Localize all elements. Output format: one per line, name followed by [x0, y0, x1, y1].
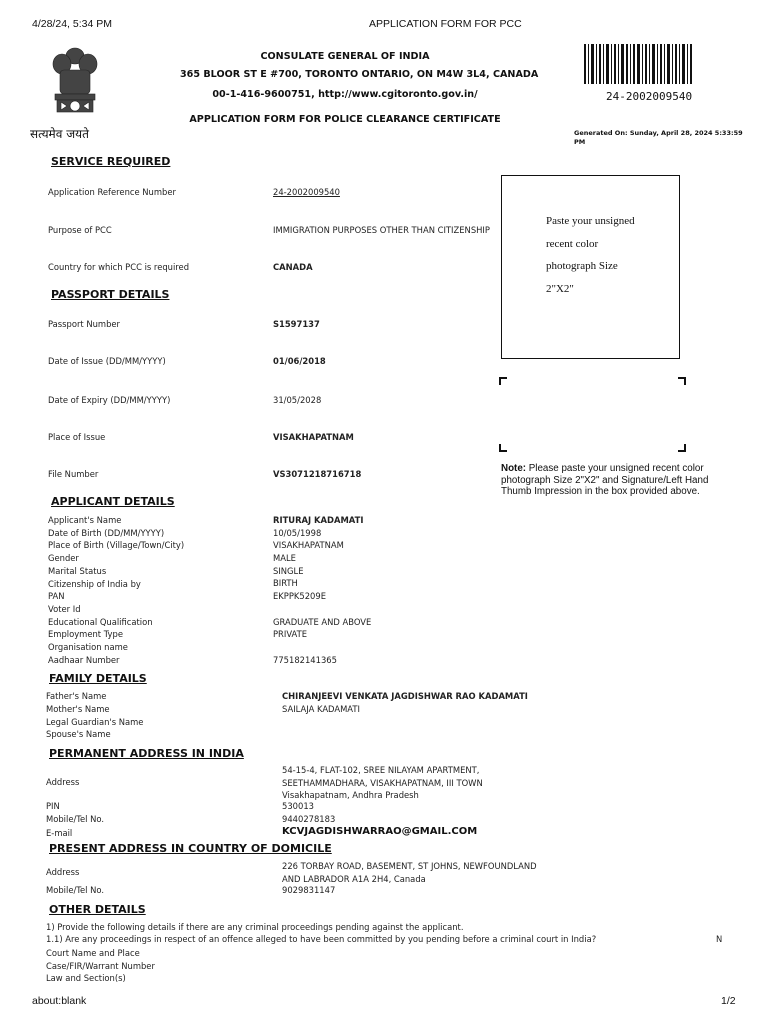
value-pob: VISAKHAPATNAM — [273, 540, 344, 551]
value-guardian — [282, 716, 528, 729]
label-pin: PIN — [46, 801, 60, 811]
print-url: about:blank — [32, 995, 87, 1007]
present-address-line-2: AND LABRADOR A1A 2H4, Canada — [282, 873, 426, 884]
value-passport-number: S1597137 — [273, 319, 320, 329]
value-education: GRADUATE AND ABOVE — [273, 616, 372, 627]
value-file-number: VS3071218716718 — [273, 469, 362, 479]
present-address-line-1: 226 TORBAY ROAD, BASEMENT, ST JOHNS, NEWFOUNDLAND — [282, 861, 537, 871]
label-present-mobile: Mobile/Tel No. — [46, 885, 105, 895]
value-organisation — [273, 641, 371, 654]
label-pob: Place of Birth (Village/Town/City) — [48, 540, 185, 551]
value-dob: 10/05/1998 — [273, 527, 322, 538]
value-applicant-name: RITURAJ KADAMATI — [273, 515, 364, 525]
emblem-motto: सत्यमेव जयते — [30, 127, 89, 141]
label-country: Country for which PCC is required — [48, 262, 190, 272]
applicant-labels — [48, 514, 184, 666]
consulate-contact: 00-1-416-9600751, http://www.cgitoronto.gov.in/ — [212, 89, 478, 100]
value-aadhaar: 775182141365 — [273, 654, 337, 665]
photo-line-2: recent color — [546, 237, 599, 250]
national-emblem-icon — [40, 44, 110, 126]
value-citizenship: BIRTH — [273, 578, 298, 589]
label-case-number: Case/FIR/Warrant Number — [46, 960, 155, 971]
perm-address-line-3: Visakhapatnam, Andhra Pradesh — [282, 790, 419, 800]
applicant-values — [273, 514, 371, 666]
label-date-issue: Date of Issue (DD/MM/YYYY) — [48, 356, 166, 366]
value-purpose: IMMIGRATION PURPOSES OTHER THAN CITIZENSHIP — [273, 225, 490, 235]
label-applicant-name: Applicant's Name — [48, 515, 122, 525]
value-pan: EKPPK5209E — [273, 591, 326, 602]
section-title-service: SERVICE REQUIRED — [51, 155, 171, 168]
value-place-issue: VISAKHAPATNAM — [273, 432, 354, 442]
photo-note — [501, 463, 723, 498]
value-date-expiry: 31/05/2028 — [273, 395, 322, 405]
label-father: Father's Name — [46, 691, 107, 701]
section-title-other: OTHER DETAILS — [49, 903, 146, 916]
label-voter-id: Voter Id — [48, 603, 81, 614]
label-place-issue: Place of Issue — [48, 432, 106, 442]
label-employment: Employment Type — [48, 629, 123, 640]
consulate-address: 365 BLOOR ST E #700, TORONTO ONTARIO, ON M4W 3L4, CANADA — [180, 69, 539, 80]
photo-box — [501, 175, 680, 359]
label-present-address: Address — [46, 867, 80, 877]
other-question-1-1: 1.1) Are any proceedings in respect of an offence alleged to have been committed by you pending before a criminal court in India? — [46, 934, 597, 944]
print-page-title: APPLICATION FORM FOR PCC — [369, 18, 522, 30]
label-education: Educational Qualification — [48, 616, 153, 627]
print-page-number: 1/2 — [721, 995, 736, 1007]
label-email: E-mail — [46, 828, 73, 838]
label-organisation: Organisation name — [48, 642, 128, 653]
label-gender: Gender — [48, 553, 79, 564]
label-mother: Mother's Name — [46, 703, 110, 714]
section-title-present: PRESENT ADDRESS IN COUNTRY OF DOMICILE — [49, 842, 332, 855]
print-datetime: 4/28/24, 5:34 PM — [32, 18, 112, 30]
present-address-value — [282, 860, 537, 885]
label-purpose: Purpose of PCC — [48, 225, 112, 235]
family-values — [282, 690, 528, 741]
photo-line-1: Paste your unsigned — [546, 215, 635, 227]
generated-on: Generated On: Sunday, April 28, 2024 5:33:59 PM — [574, 129, 743, 146]
value-date-issue: 01/06/2018 — [273, 356, 326, 366]
form-title: APPLICATION FORM FOR POLICE CLEARANCE CERTIFICATE — [189, 114, 501, 125]
value-spouse — [282, 728, 528, 741]
other-question-1: 1) Provide the following details if there are any criminal proceedings pending against the applicant. — [46, 922, 464, 932]
value-perm-mobile: 9440278183 — [282, 814, 336, 824]
label-file-number: File Number — [48, 469, 99, 479]
section-title-applicant: APPLICANT DETAILS — [51, 495, 175, 508]
value-pin: 530013 — [282, 801, 314, 811]
label-aadhaar: Aadhaar Number — [48, 654, 120, 665]
other-question-1-1-answer: N — [716, 934, 723, 944]
section-title-passport: PASSPORT DETAILS — [51, 288, 170, 301]
value-gender: MALE — [273, 553, 296, 564]
label-dob: Date of Birth (DD/MM/YYYY) — [48, 527, 165, 538]
label-date-expiry: Date of Expiry (DD/MM/YYYY) — [48, 395, 171, 405]
perm-address-line-1: 54-15-4, FLAT-102, SREE NILAYAM APARTMENT, — [282, 765, 480, 775]
label-perm-address: Address — [46, 777, 80, 787]
section-title-family: FAMILY DETAILS — [49, 672, 147, 685]
value-marital: SINGLE — [273, 565, 304, 576]
consulate-name: CONSULATE GENERAL OF INDIA — [260, 51, 430, 62]
photo-line-4: 2"X2" — [546, 282, 574, 295]
other-fields — [46, 947, 155, 985]
value-voter-id — [273, 603, 371, 616]
label-citizenship: Citizenship of India by — [48, 578, 141, 589]
photo-note-text: Please paste your unsigned recent color photograph Size 2"X2" and Signature/Left Hand Thumb Impression in the box provided above. — [501, 463, 709, 497]
photo-note-label: Note: — [501, 463, 527, 474]
label-passport-number: Passport Number — [48, 319, 121, 329]
label-perm-mobile: Mobile/Tel No. — [46, 814, 105, 824]
value-app-ref: 24-2002009540 — [273, 187, 340, 197]
value-email: KCVJAGDISHWARRAO@GMAIL.COM — [282, 826, 478, 837]
label-court-name: Court Name and Place — [46, 948, 140, 958]
label-guardian: Legal Guardian's Name — [46, 716, 144, 727]
permanent-address-value — [282, 764, 483, 802]
photo-line-3: photograph Size — [546, 260, 618, 272]
label-law-section: Law and Section(s) — [46, 973, 126, 983]
label-app-ref: Application Reference Number — [48, 187, 176, 197]
label-spouse: Spouse's Name — [46, 729, 111, 740]
perm-address-line-2: SEETHAMMADHARA, VISAKHAPATNAM, III TOWN — [282, 777, 483, 788]
barcode-number: 24-2002009540 — [606, 90, 693, 103]
value-father: CHIRANJEEVI VENKATA JAGDISHWAR RAO KADAMATI — [282, 691, 528, 701]
signature-area — [499, 377, 686, 452]
barcode-icon — [584, 44, 694, 84]
label-pan: PAN — [48, 591, 65, 602]
value-present-mobile: 9029831147 — [282, 885, 336, 895]
section-title-permanent: PERMANENT ADDRESS IN INDIA — [49, 747, 244, 760]
family-labels — [46, 690, 143, 741]
value-mother: SAILAJA KADAMATI — [282, 703, 360, 714]
label-marital: Marital Status — [48, 565, 107, 576]
value-country: CANADA — [273, 262, 313, 272]
value-employment: PRIVATE — [273, 629, 308, 640]
